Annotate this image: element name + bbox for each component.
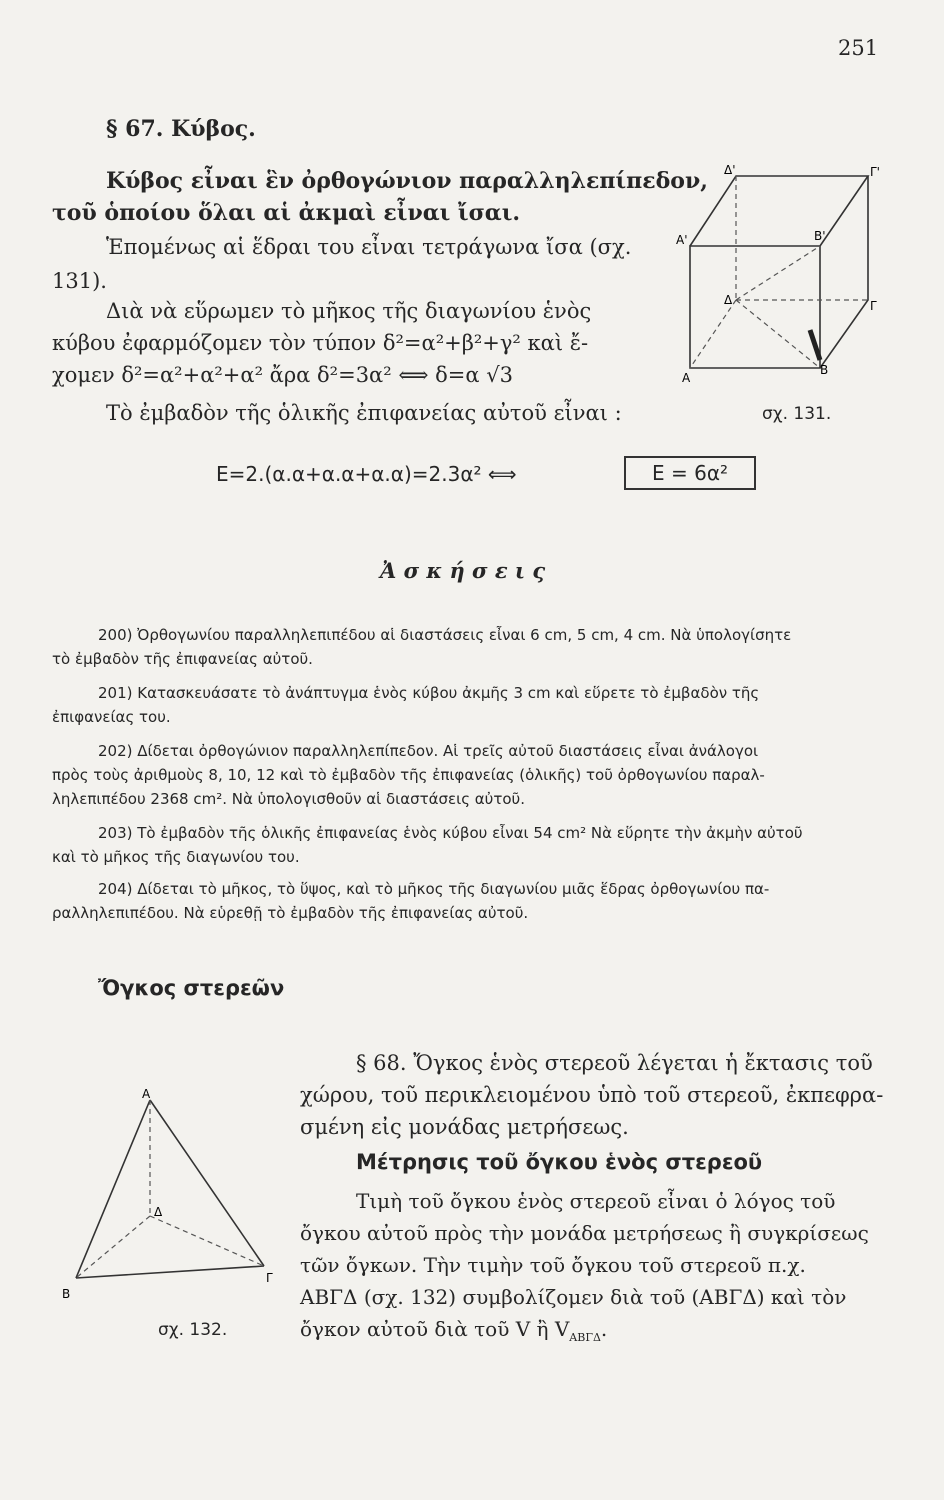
exercise-line: ραλληλεπιπέδου. Νὰ εὑρεθῇ τὸ ἐμβαδὸν τῆς ἐπιφανείας αὐτοῦ.	[52, 904, 529, 922]
cube-definition-line-2: τοῦ ὁποίου ὅλαι αἱ ἀκμαὶ εἶναι ἴσαι.	[52, 200, 521, 226]
boxed-surface-formula: E = 6α²	[624, 456, 756, 490]
label-d: Δ	[724, 293, 733, 307]
measurement-heading: Μέτρησις τοῦ ὄγκου ἑνὸς στερεοῦ	[356, 1150, 763, 1174]
cube-diagonal-arrow	[810, 330, 820, 360]
section-68-line-3: σμένη εἰς μονάδας μετρήσεως.	[300, 1115, 629, 1139]
exercise-line: τὸ ἐμβαδὸν τῆς ἐπιφανείας αὐτοῦ.	[52, 650, 313, 668]
text-line: 131).	[52, 269, 107, 293]
exercise-line: 203) Τὸ ἐμβαδὸν τῆς ὁλικῆς ἐπιφανείας ἑνὸς κύβου εἶναι 54 cm² Νὰ εὕρητε τὴν ἀκμὴν αὐτοῦ	[98, 824, 803, 842]
label-d: Δ	[154, 1205, 163, 1219]
edge-ab	[76, 1100, 150, 1278]
label-a: Α	[142, 1087, 151, 1101]
label-b: Β	[62, 1287, 71, 1301]
exercise-line: 200) Ὀρθογωνίου παραλληλεπιπέδου αἱ διαστάσεις εἶναι 6 cm, 5 cm, 4 cm. Νὰ ὑπολογίσητε	[98, 626, 792, 644]
exercise-line: 204) Δίδεται τὸ μῆκος, τὸ ὕψος, καὶ τὸ μῆκος τῆς διαγωνίου μιᾶς ἕδρας ὀρθογωνίου πα-	[98, 880, 770, 898]
edge-bd-hidden	[76, 1216, 150, 1278]
cube-base-diagonal	[736, 300, 820, 368]
cube-face-diagonal	[736, 246, 820, 300]
value-line-5-end: .	[600, 1317, 608, 1341]
value-line-5	[300, 1314, 607, 1353]
label-g: Γ	[266, 1271, 273, 1285]
figure-131-caption: σχ. 131.	[762, 404, 832, 424]
exercise-line: 202) Δίδεται ὀρθογώνιον παραλληλεπίπεδον. Αἱ τρεῖς αὐτοῦ διαστάσεις εἶναι ἀνάλογοι	[98, 742, 759, 760]
value-line-3: τῶν ὄγκων. Τὴν τιμὴν τοῦ ὄγκου τοῦ στερεοῦ π.χ.	[300, 1253, 806, 1277]
cube-top-face	[690, 176, 868, 246]
label-g-top: Γ'	[870, 165, 880, 179]
cube-definition-line-1: Κύβος εἶναι ἓν ὀρθογώνιον παραλληλεπίπεδον,	[106, 168, 708, 194]
text-line: Τὸ ἐμβαδὸν τῆς ὁλικῆς ἐπιφανείας αὐτοῦ εἶναι :	[106, 401, 622, 425]
label-g: Γ	[870, 299, 877, 313]
volume-subscript: ΑΒΓΔ	[569, 1331, 601, 1344]
edge-ag	[150, 1100, 264, 1266]
cube-front-face	[690, 246, 820, 368]
section-67-title: § 67. Κύβος.	[106, 116, 256, 142]
exercise-line: 201) Κατασκευάσατε τὸ ἀνάπτυγμα ἑνὸς κύβου ἀκμῆς 3 cm καὶ εὕρετε τὸ ἐμβαδὸν τῆς	[98, 684, 760, 702]
label-b: Β	[820, 363, 829, 377]
volume-heading: Ὄγκος στερεῶν	[98, 976, 285, 1000]
page-number: 251	[838, 36, 879, 60]
value-line-1: Τιμὴ τοῦ ὄγκου ἑνὸς στερεοῦ εἶναι ὁ λόγος τοῦ	[356, 1189, 836, 1213]
edge-bg	[76, 1266, 264, 1278]
label-b-top: Β'	[814, 229, 826, 243]
exercises-heading: Ἀ σ κ ή σ ε ι ς	[380, 558, 546, 583]
section-68-line-1: § 68. Ὄγκος ἑνὸς στερεοῦ λέγεται ἡ ἔκτασις τοῦ	[356, 1051, 873, 1075]
exercise-line: ληλεπιπέδου 2368 cm². Νὰ ὑπολογισθοῦν αἱ διαστάσεις αὐτοῦ.	[52, 790, 526, 808]
value-line-2: ὄγκου αὐτοῦ πρὸς τὴν μονάδα μετρήσεως ἢ συγκρίσεως	[300, 1221, 869, 1245]
cube-right-edge	[820, 176, 868, 368]
label-d-top: Δ'	[724, 163, 736, 177]
section-68-line-2: χώρου, τοῦ περικλειομένου ὑπὸ τοῦ στερεοῦ, ἐκπεφρα-	[300, 1083, 884, 1107]
exercise-line: πρὸς τοὺς ἀριθμοὺς 8, 10, 12 καὶ τὸ ἐμβαδὸν τῆς ἐπιφανείας (ὁλικῆς) τοῦ ὀρθογωνίου παραλ-	[52, 766, 765, 784]
value-line-4: ΑΒΓΔ (σχ. 132) συμβολίζομεν διὰ τοῦ (ΑΒΓΔ) καὶ τὸν	[300, 1285, 847, 1309]
label-a: Α	[682, 371, 691, 385]
text-line: κύβου ἐφαρμόζομεν τὸν τύπον δ²=α²+β²+γ² καὶ ἔ-	[52, 331, 589, 355]
tetrahedron-figure	[56, 1086, 296, 1306]
cube-hidden-edge	[690, 300, 736, 368]
text-line: Ἑπομένως αἱ ἕδραι του εἶναι τετράγωνα ἴσα (σχ.	[106, 235, 632, 259]
figure-132-caption: σχ. 132.	[158, 1320, 228, 1340]
diagonal-formula-line: χομεν δ²=α²+α²+α² ἄρα δ²=3α² ⟺ δ=α √3	[52, 363, 513, 387]
text-line: Διὰ νὰ εὕρωμεν τὸ μῆκος τῆς διαγωνίου ἑνὸς	[106, 299, 592, 323]
exercise-line: ἐπιφανείας του.	[52, 708, 171, 726]
surface-formula: E=2.(α.α+α.α+α.α)=2.3α² ⟺	[216, 462, 517, 486]
exercise-line: καὶ τὸ μῆκος τῆς διαγωνίου του.	[52, 848, 300, 866]
value-line-5-text: ὄγκον αὐτοῦ διὰ τοῦ V ἢ V	[300, 1317, 570, 1341]
cube-figure	[666, 160, 906, 390]
label-a-top: Α'	[676, 233, 688, 247]
